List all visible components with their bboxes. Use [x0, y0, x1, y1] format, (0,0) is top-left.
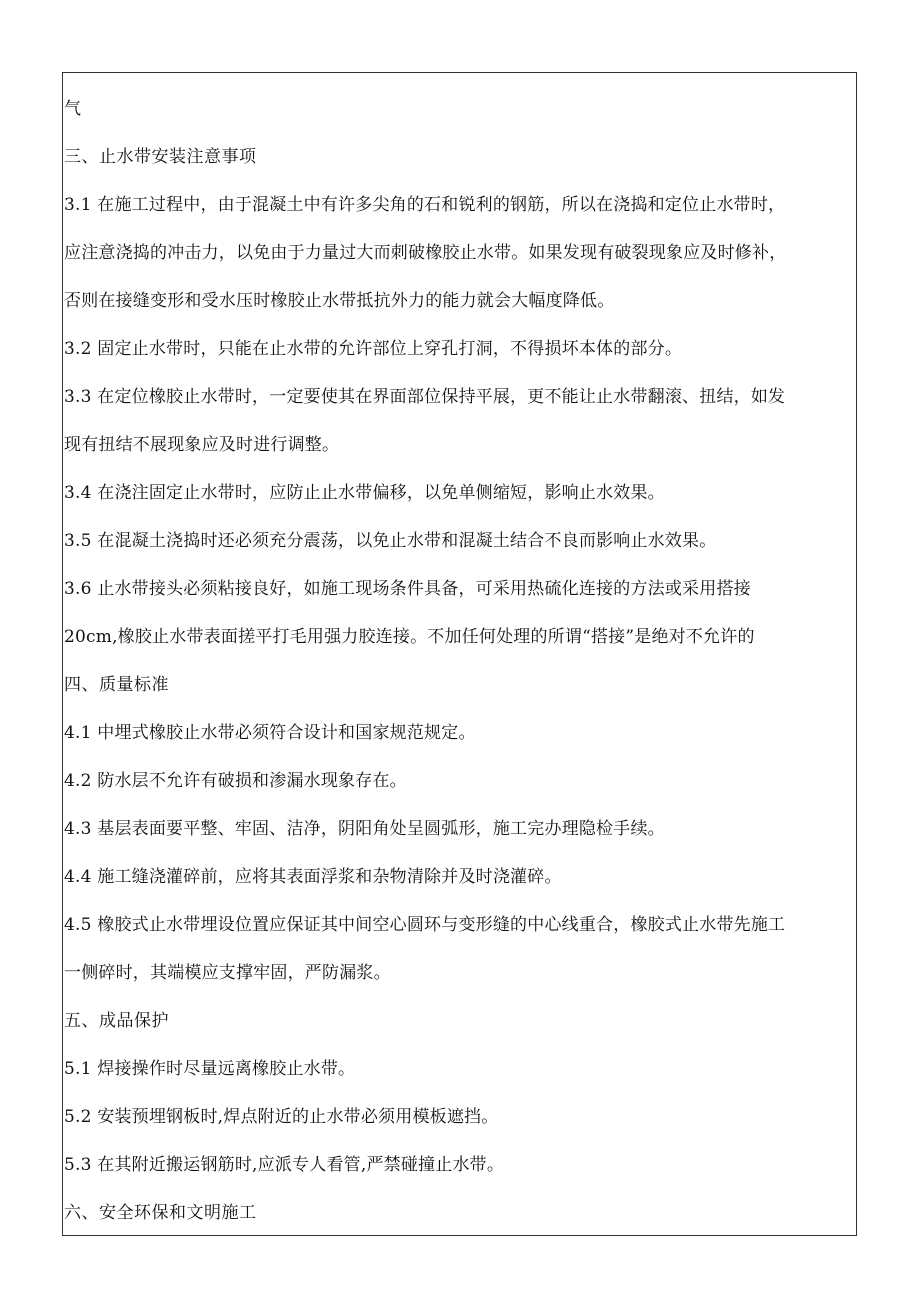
text-line-3-5: 3.5 在混凝土浇捣时还必须充分震荡，以免止水带和混凝土结合不良而影响止水效果。	[64, 531, 717, 551]
text-line-3-1-b: 应注意浇捣的冲击力，以免由于力量过大而刺破橡胶止水带。如果发现有破裂现象应及时修补，	[64, 243, 787, 263]
text-line-4-3: 4.3 基层表面要平整、牢固、洁净，阴阳角处呈圆弧形，施工完办理隐检手续。	[64, 819, 665, 839]
text-line-3-2: 3.2 固定止水带时，只能在止水带的允许部位上穿孔打洞，不得损坏本体的部分。	[64, 339, 683, 359]
text-line-3-4: 3.4 在浇注固定止水带时，应防止止水带偏移，以免单侧缩短，影响止水效果。	[64, 483, 665, 503]
text-line-fragment: 气	[64, 99, 82, 119]
section-heading-6: 六、安全环保和文明施工	[64, 1203, 257, 1223]
text-line-5-3: 5.3 在其附近搬运钢筋时,应派专人看管,严禁碰撞止水带。	[64, 1155, 505, 1175]
text-line-3-6-a: 3.6 止水带接头必须粘接良好，如施工现场条件具备，可采用热硫化连接的方法或采用搭接	[64, 579, 751, 599]
text-line-4-1: 4.1 中埋式橡胶止水带必须符合设计和国家规范规定。	[64, 723, 476, 743]
text-line-5-2: 5.2 安装预埋钢板时,焊点附近的止水带必须用模板遮挡。	[64, 1107, 499, 1127]
text-line-3-1-a: 3.1 在施工过程中，由于混凝土中有许多尖角的石和锐利的钢筋，所以在浇捣和定位止水带时，	[64, 195, 786, 215]
section-heading-4: 四、质量标准	[64, 675, 169, 695]
text-line-4-5-a: 4.5 橡胶式止水带埋设位置应保证其中间空心圆环与变形缝的中心线重合，橡胶式止水带先施工	[64, 915, 786, 935]
text-line-4-2: 4.2 防水层不允许有破损和渗漏水现象存在。	[64, 771, 407, 791]
section-heading-5: 五、成品保护	[64, 1011, 169, 1031]
section-heading-3: 三、止水带安装注意事项	[64, 147, 257, 167]
text-line-3-1-c: 否则在接缝变形和受水压时橡胶止水带抵抗外力的能力就会大幅度降低。	[64, 291, 615, 311]
text-line-3-3-a: 3.3 在定位橡胶止水带时，一定要使其在界面部位保持平展，更不能让止水带翻滚、扭结，如发	[64, 387, 786, 407]
text-line-4-5-b: 一侧碎时，其端模应支撑牢固，严防漏浆。	[64, 963, 391, 983]
text-line-3-6-b: 20cm,橡胶止水带表面搓平打毛用强力胶连接。不加任何处理的所谓“搭接”是绝对不允许的	[64, 627, 755, 647]
text-line-4-4: 4.4 施工缝浇灌碎前，应将其表面浮浆和杂物清除并及时浇灌碎。	[64, 867, 562, 887]
text-line-3-3-b: 现有扭结不展现象应及时进行调整。	[64, 435, 340, 455]
text-line-5-1: 5.1 焊接操作时尽量远离橡胶止水带。	[64, 1059, 356, 1079]
